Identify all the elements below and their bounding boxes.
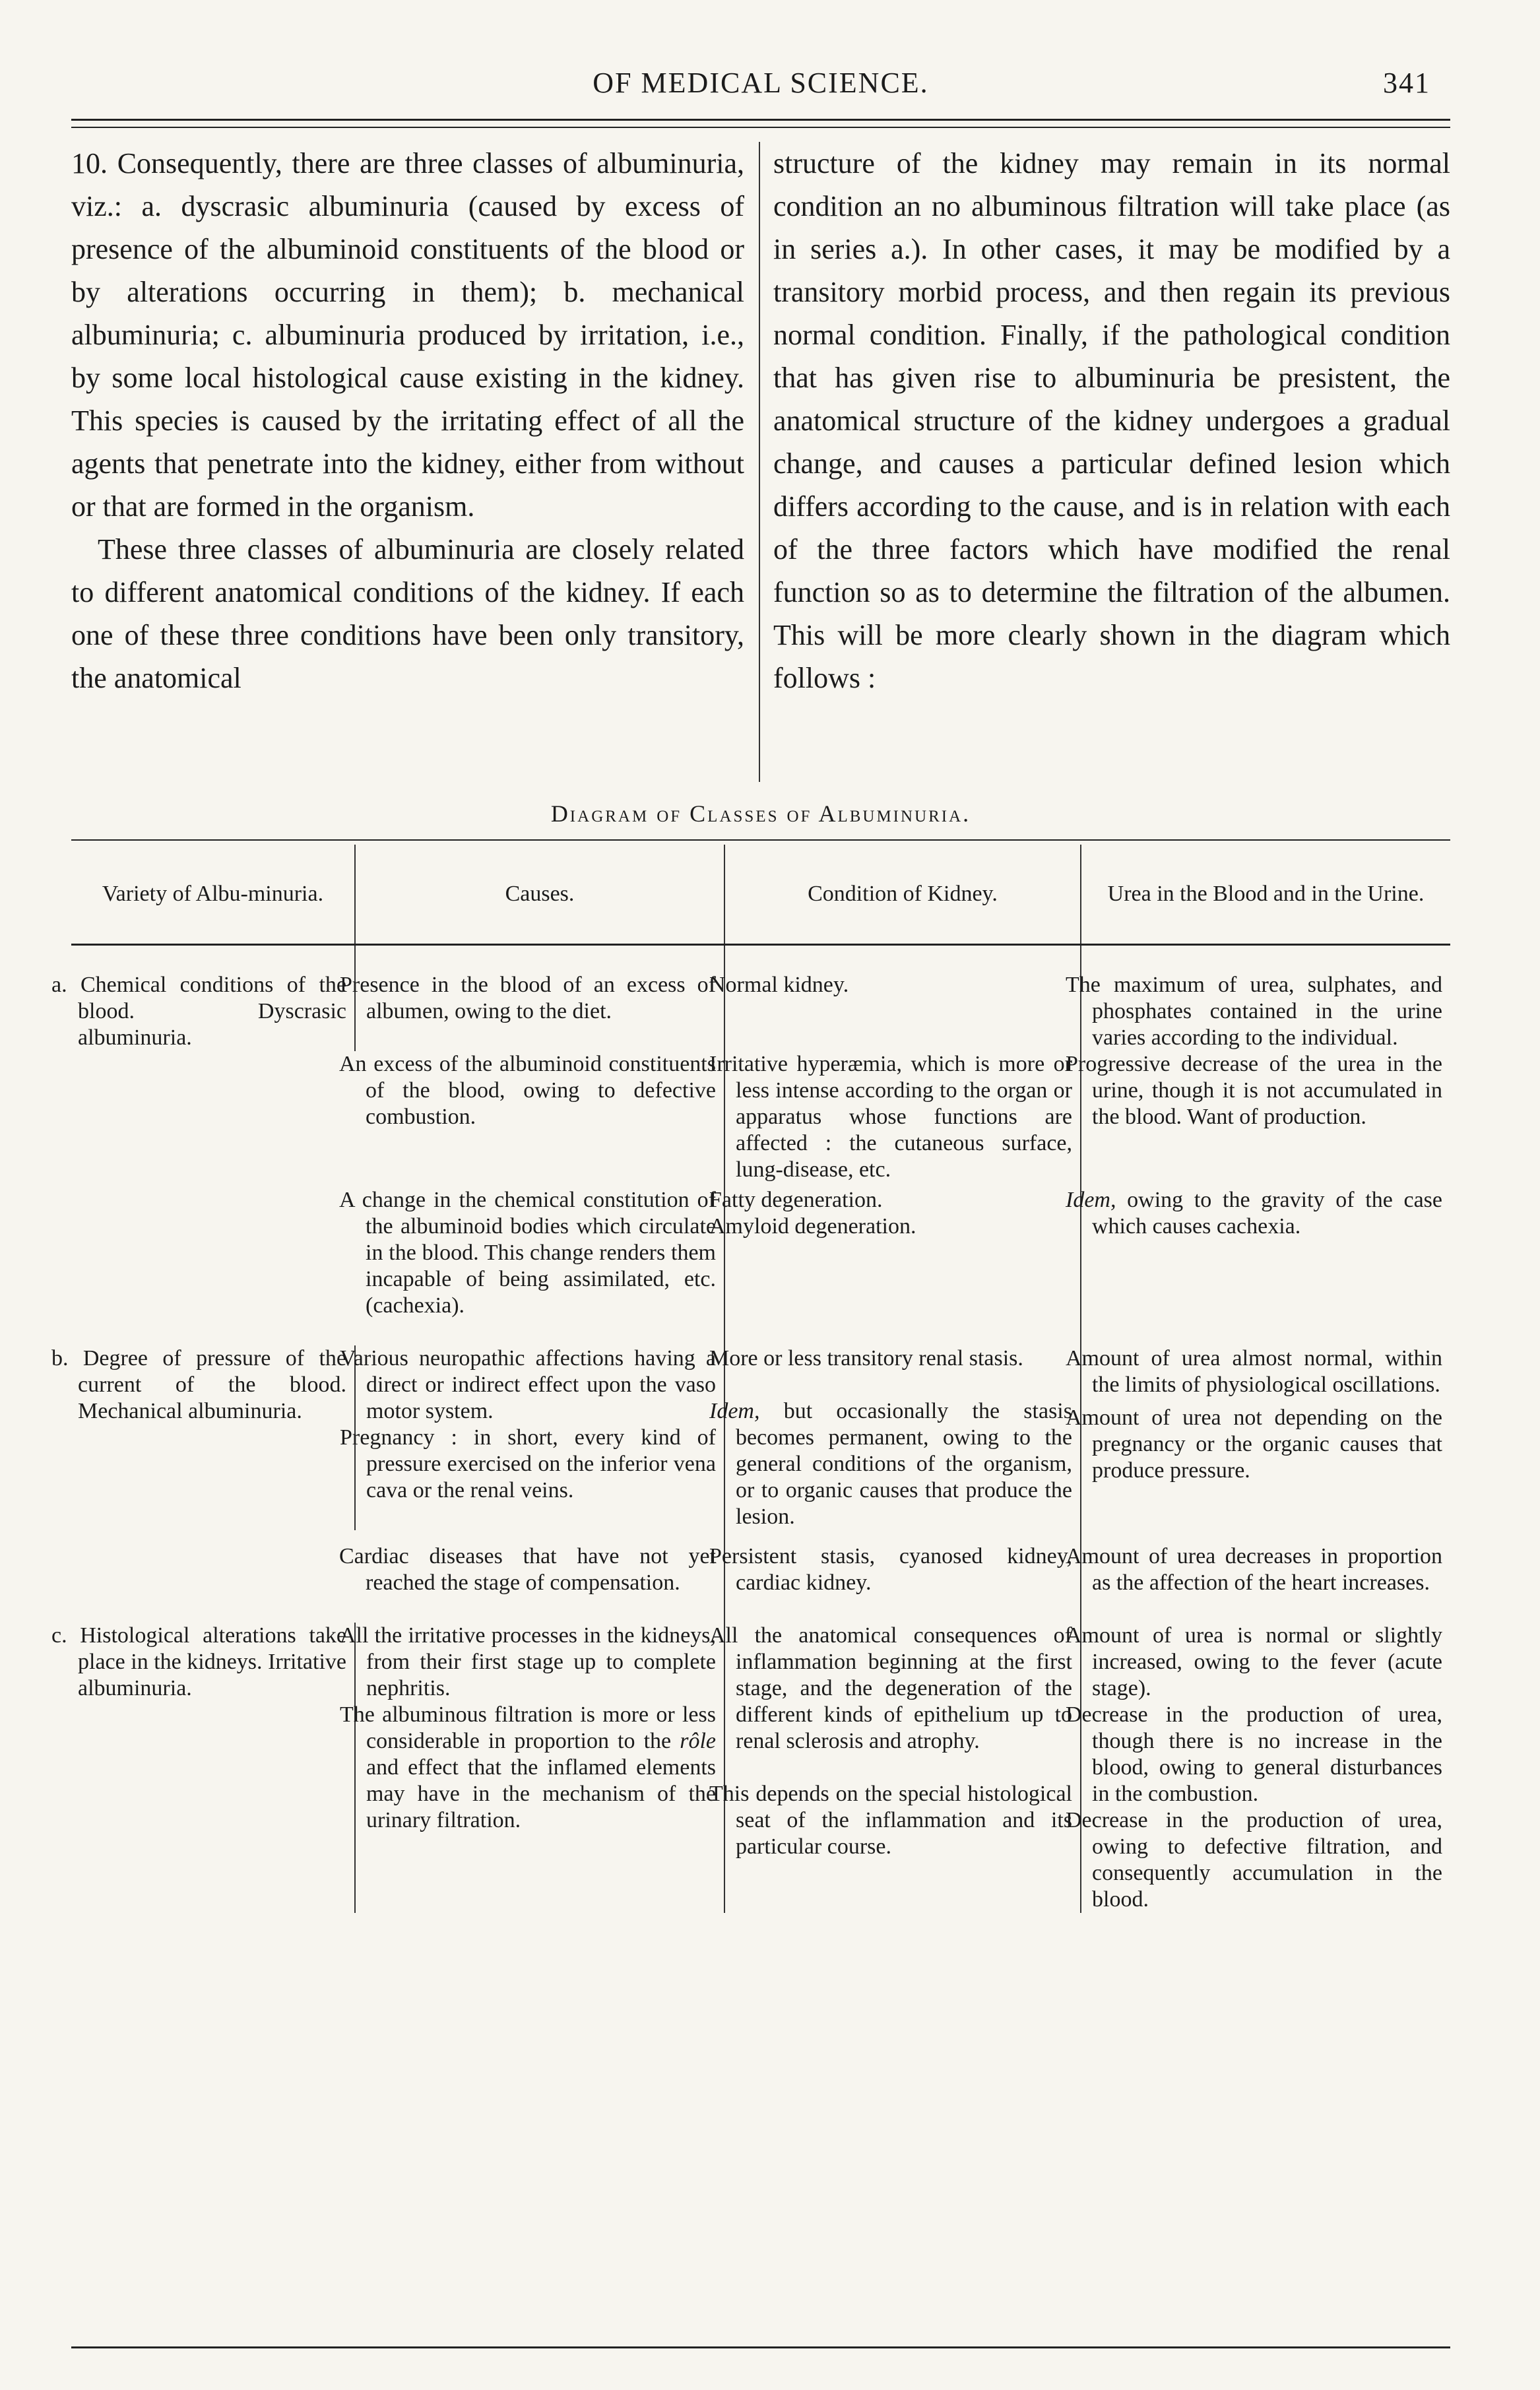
running-header xyxy=(71,66,1450,106)
variety-c: c. Histological alterations take place in the kidneys. Irritative albuminuria. xyxy=(51,1623,346,1700)
column-divider xyxy=(759,142,760,782)
header-causes: Causes. xyxy=(355,845,724,945)
condition-cell: Persistent stasis, cyanosed kidney, cardiac kidney. xyxy=(724,1530,1081,1623)
cause-cell xyxy=(340,1623,724,1913)
left-column xyxy=(71,142,744,779)
page-number: 341 xyxy=(1383,67,1430,99)
cause-line: Pregnancy : in short, every kind of pressure exercised on the inferior vena cava or the renal veins. xyxy=(340,1425,716,1502)
table-row xyxy=(71,972,1450,1051)
cause-cell: Presence in the blood of an excess of albumen, owing to the diet. xyxy=(355,972,724,1051)
urea-line: Amount of urea almost normal, within the limits of physiological oscillations. xyxy=(1066,1346,1442,1397)
running-title: OF MEDICAL SCIENCE. xyxy=(593,67,929,99)
condition-line: Fatty degeneration. xyxy=(709,1188,883,1212)
table-header-row xyxy=(71,845,1450,945)
header-rule-bottom xyxy=(71,127,1450,128)
header-rule-top xyxy=(71,119,1450,121)
variety-b: b. Degree of pressure of the current of the blood. Mechanical albuminuria. xyxy=(51,1346,346,1423)
cause-cell: A change in the chemical constitution of the albuminoid bodies which circulate in the blood. This change renders them incapable of being assimilated, etc. (cachexia). xyxy=(339,1188,716,1318)
table-row xyxy=(71,1345,1450,1530)
diagram-title: Diagram of Classes of Albuminuria. xyxy=(550,800,971,827)
paragraph: These three classes of albuminuria are closely related to different anatomical conditions of the kidney. If each one of these three conditions have been only transitory, the anatomical xyxy=(71,533,744,694)
urea-line: Decrease in the production of urea, though there is no increase in the blood, owing to general disturbances in the combustion. xyxy=(1066,1702,1442,1806)
role-italic: rôle xyxy=(680,1729,716,1753)
urea-cell xyxy=(1066,1345,1450,1530)
spacer xyxy=(71,945,1450,973)
diagram-top-rule xyxy=(71,839,1450,841)
body-text xyxy=(71,142,1450,779)
condition-line: Amyloid degeneration. xyxy=(709,1214,916,1239)
paragraph: structure of the kidney may remain in its normal condition an no albuminous filtration will take place (as in series a.). In other cases, it may be modified by a transitory morbid process, and then regain its previous normal condition. Finally, if the pathological condition that has given rise to albuminuria be presistent, the anatomical structure of the kidney undergoes a gradual change, and causes a particular defined lesion which differs according to the cause, and is in relation with each of the three factors which have modified the renal function so as to determine the filtration of the albumen. This will be more clearly shown in the diagram which follows : xyxy=(773,147,1450,694)
albuminuria-diagram-table xyxy=(51,845,1450,1913)
paragraph: 10. Consequently, there are three classes of albuminuria, viz.: a. dyscrasic albuminuria (caused by excess of presence of the albuminoid constituents of the blood or by alterations occurring in them); b. mechanical albuminuria; c. albuminuria produced by irritation, i.e., by some local histological cause existing in the kidney. This species is caused by the irritating effect of all the agents that penetrate into the kidney, either from without or that are formed in the organism. xyxy=(71,147,744,523)
condition-line: All the anatomical consequences of inflammation beginning at the first stage, and the degeneration of the different kinds of epithelium up to renal sclerosis and atrophy. xyxy=(709,1623,1072,1753)
condition-cell: Normal kidney. xyxy=(724,972,1081,1051)
bottom-rule xyxy=(71,2346,1450,2348)
cause-line: All the irritative processes in the kidneys, from their first stage up to complete nephritis. xyxy=(340,1623,716,1700)
urea-cell: Progressive decrease of the urea in the urine, though it is not accumulated in the blood. Want of production. xyxy=(1081,1051,1450,1187)
right-column xyxy=(773,142,1450,779)
idem-italic: Idem, xyxy=(1066,1188,1116,1212)
urea-line: Amount of urea is normal or slightly increased, owing to the fever (acute stage). xyxy=(1066,1623,1442,1700)
cause-cell xyxy=(340,1345,724,1530)
condition-line: More or less transitory renal stasis. xyxy=(709,1346,1023,1371)
urea-cell xyxy=(1066,1187,1450,1345)
urea-cell: Amount of urea decreases in proportion as the affection of the heart increases. xyxy=(1081,1530,1450,1623)
condition-cell: Irritative hyperæmia, which is more or less intense according to the organ or apparatus whose functions are affected : the cutaneous surface, lung-disease, etc. xyxy=(724,1051,1081,1187)
header-urea: Urea in the Blood and in the Urine. xyxy=(1081,845,1450,945)
table-row xyxy=(71,1623,1450,1913)
cause-line: The albuminous filtration is more or less considerable in proportion to the rôle and effect that the inflamed elements may have in the mechanism of the urinary filtration. xyxy=(340,1702,716,1832)
condition-line: Idem, but occasionally the stasis becomes permanent, owing to the general conditions of the organism, or to organic causes that produce the lesion. xyxy=(709,1399,1072,1529)
urea-text: owing to the gravity of the case which causes cachexia. xyxy=(1092,1188,1442,1239)
cause-line: Various neuropathic affections having a direct or indirect effect upon the vaso motor system. xyxy=(340,1346,716,1423)
cause-cell: An excess of the albuminoid constituents of the blood, owing to defective combustion. xyxy=(339,1052,716,1129)
urea-line: Amount of urea not depending on the pregnancy or the organic causes that produce pressure. xyxy=(1066,1405,1442,1483)
condition-cell xyxy=(709,1187,1081,1345)
page xyxy=(51,0,1450,2390)
urea-cell: The maximum of urea, sulphates, and phosphates contained in the urine varies according to the individual. xyxy=(1081,972,1450,1051)
condition-line: This depends on the special histological seat of the inflammation and its particular course. xyxy=(709,1782,1072,1859)
variety-a: a. Chemical conditions of the blood. Dyscrasic albuminuria. xyxy=(51,973,346,1050)
condition-cell xyxy=(709,1345,1081,1530)
urea-cell xyxy=(1066,1623,1450,1913)
condition-cell xyxy=(709,1623,1081,1913)
header-variety: Variety of Albu-minuria. xyxy=(71,845,355,945)
idem-italic: Idem, xyxy=(709,1399,760,1423)
urea-line: Decrease in the production of urea, owing to defective filtration, and consequently accumulation in the blood. xyxy=(1066,1808,1442,1912)
header-condition: Condition of Kidney. xyxy=(724,845,1081,945)
cause-cell: Cardiac diseases that have not yet reached the stage of compensation. xyxy=(339,1544,716,1595)
